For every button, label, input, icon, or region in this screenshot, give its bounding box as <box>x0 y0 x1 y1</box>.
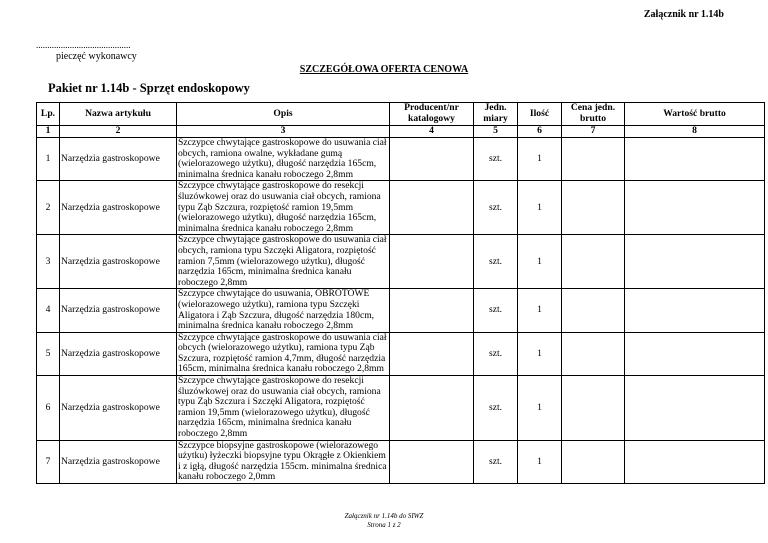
row-unit: szt. <box>474 235 518 289</box>
table-row <box>37 181 765 235</box>
row-lp: 6 <box>37 376 60 441</box>
row-lp: 3 <box>37 235 60 289</box>
row-unit: szt. <box>474 289 518 332</box>
row-desc: Szczypce chwytające gastroskopowe do usuwania ciał obcych (wielorazowego użytku), ramiona typu Ząb Szczura, rozpiętość ramion 4,7mm, długość narzędzia 165cm, minimalna średnica kanału roboczego 2,8mm <box>177 332 390 375</box>
row-value[interactable] <box>625 138 765 181</box>
row-unit: szt. <box>474 181 518 235</box>
row-value[interactable] <box>625 181 765 235</box>
row-price[interactable] <box>562 332 625 375</box>
row-producer[interactable] <box>390 440 474 483</box>
row-desc: Szczypce chwytające gastroskopowe do resekcji śluzówkowej oraz do usuwania ciał obcych, ramiona typu Ząb Szczura i Szczęki Aligatora, rozpiętość ramion 19,5mm (wielorazowego użytku), długość narzędzia 165cm, minimalna średnica kanału roboczego 2,8mm <box>177 376 390 441</box>
row-qty: 1 <box>518 138 562 181</box>
table-row <box>37 289 765 332</box>
row-producer[interactable] <box>390 235 474 289</box>
row-lp: 7 <box>37 440 60 483</box>
row-name: Narzędzia gastroskopowe <box>60 181 177 235</box>
row-value[interactable] <box>625 440 765 483</box>
offer-table <box>36 102 765 484</box>
col-number: 4 <box>390 126 474 138</box>
row-name: Narzędzia gastroskopowe <box>60 289 177 332</box>
row-desc: Szczypce biopsyjne gastroskopowe (wielorazowego użytku) łyżeczki biopsyjne typu Okrągłe z Okienkiem i z igłą, długość narzędzia 155cm. minimalna średnica kanału roboczego 2,0mm <box>177 440 390 483</box>
row-producer[interactable] <box>390 289 474 332</box>
row-unit: szt. <box>474 138 518 181</box>
row-name: Narzędzia gastroskopowe <box>60 376 177 441</box>
row-price[interactable] <box>562 235 625 289</box>
row-desc: Szczypce chwytające gastroskopowe do usuwania ciał obcych, ramiona typu Szczęki Aligatora, rozpiętość ramion 7,5mm (wielorazowego użytku), długość narzędzia 165cm, minimalna średnica kanału roboczego 2,8mm <box>177 235 390 289</box>
row-qty: 1 <box>518 376 562 441</box>
row-unit: szt. <box>474 332 518 375</box>
row-lp: 4 <box>37 289 60 332</box>
header-price: Cena jedn. brutto <box>562 103 625 126</box>
row-qty: 1 <box>518 289 562 332</box>
row-name: Narzędzia gastroskopowe <box>60 440 177 483</box>
row-lp: 1 <box>37 138 60 181</box>
header-name: Nazwa artykułu <box>60 103 177 126</box>
header-desc: Opis <box>177 103 390 126</box>
table-number-row <box>37 126 765 138</box>
row-name: Narzędzia gastroskopowe <box>60 332 177 375</box>
header-unit: Jedn. miary <box>474 103 518 126</box>
package-title: Pakiet nr 1.14b - Sprzęt endoskopowy <box>48 81 250 95</box>
page-footer <box>0 512 768 529</box>
row-producer[interactable] <box>390 376 474 441</box>
row-desc: Szczypce chwytające gastroskopowe do resekcji śluzówkowej oraz do usuwania ciał obcych, ramiona typu Ząb Szczura, rozpiętość ramion 19,5mm (wielorazowego użytku), długość narzędzia 165cm, minimalna średnica kanału roboczego 2,8mm <box>177 181 390 235</box>
header-qty: Ilość <box>518 103 562 126</box>
col-number: 2 <box>60 126 177 138</box>
row-producer[interactable] <box>390 332 474 375</box>
row-unit: szt. <box>474 376 518 441</box>
table-header-row <box>37 103 765 126</box>
document-title: SZCZEGÓŁOWA OFERTA CENOWA <box>299 64 469 75</box>
stamp-dotted-line: .......................................... <box>36 40 131 50</box>
col-number: 8 <box>625 126 765 138</box>
footer-page-number: Strona 1 z 2 <box>367 520 401 529</box>
row-name: Narzędzia gastroskopowe <box>60 138 177 181</box>
row-price[interactable] <box>562 181 625 235</box>
row-price[interactable] <box>562 138 625 181</box>
col-number: 5 <box>474 126 518 138</box>
attachment-label: Załącznik nr 1.14b <box>643 9 724 20</box>
row-desc: Szczypce chwytające gastroskopowe do usuwania ciał obcych, ramiona owalne, wykładane gumą (wielorazowego użytku), długość narzędzia 165cm, minimalna średnica kanału roboczego 2,8mm <box>177 138 390 181</box>
row-value[interactable] <box>625 332 765 375</box>
row-price[interactable] <box>562 289 625 332</box>
header-lp: Lp. <box>37 103 60 126</box>
row-lp: 2 <box>37 181 60 235</box>
row-qty: 1 <box>518 181 562 235</box>
footer-attachment: Załącznik nr 1.14b do SIWZ <box>344 512 424 520</box>
table-row <box>37 440 765 483</box>
row-name: Narzędzia gastroskopowe <box>60 235 177 289</box>
row-lp: 5 <box>37 332 60 375</box>
col-number: 7 <box>562 126 625 138</box>
col-number: 6 <box>518 126 562 138</box>
row-value[interactable] <box>625 289 765 332</box>
header-value: Wartość brutto <box>625 103 765 126</box>
row-value[interactable] <box>625 235 765 289</box>
col-number: 3 <box>177 126 390 138</box>
row-value[interactable] <box>625 376 765 441</box>
table-row <box>37 332 765 375</box>
row-producer[interactable] <box>390 138 474 181</box>
row-desc: Szczypce chwytające do usuwania, OBROTOWE (wielorazowego użytku), ramiona typu Szczęki Aligatora i Ząb Szczura, długość narzędzia 180cm, minimalna średnica kanału roboczego 2,8mm <box>177 289 390 332</box>
row-qty: 1 <box>518 440 562 483</box>
header-producer: Producent/nr katalogowy <box>390 103 474 126</box>
row-qty: 1 <box>518 235 562 289</box>
row-price[interactable] <box>562 376 625 441</box>
table-row <box>37 376 765 441</box>
col-number: 1 <box>37 126 60 138</box>
row-producer[interactable] <box>390 181 474 235</box>
table-row <box>37 235 765 289</box>
row-qty: 1 <box>518 332 562 375</box>
stamp-caption: pieczęć wykonawcy <box>56 51 137 62</box>
row-price[interactable] <box>562 440 625 483</box>
table-row <box>37 138 765 181</box>
row-unit: szt. <box>474 440 518 483</box>
